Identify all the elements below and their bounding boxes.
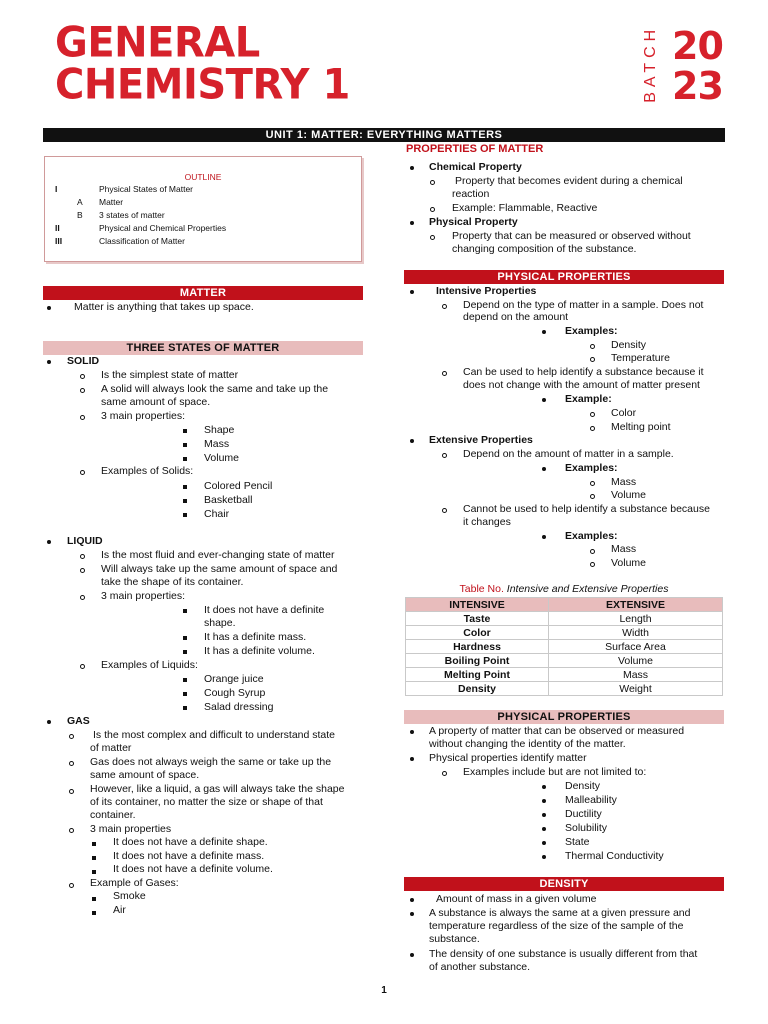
chemical-property-label: Chemical Property bbox=[429, 161, 522, 173]
bullet-square bbox=[183, 650, 187, 654]
bullet-dot bbox=[410, 730, 414, 734]
extensive-example: Mass bbox=[611, 476, 637, 488]
table-row bbox=[406, 626, 723, 640]
table-cell: Hardness bbox=[406, 640, 549, 654]
bullet-dot bbox=[410, 290, 414, 294]
bullet-square bbox=[183, 636, 187, 640]
bullet-circle bbox=[442, 371, 447, 376]
gas-point-cont: container. bbox=[90, 809, 136, 821]
table-row bbox=[406, 654, 723, 668]
bullet-square bbox=[183, 485, 187, 489]
intensive-example: Color bbox=[611, 407, 637, 419]
page-number: 1 bbox=[381, 985, 387, 996]
bullet-dot bbox=[542, 855, 546, 859]
physical-properties-cont: without changing the identity of the matter. bbox=[429, 738, 626, 750]
table-caption bbox=[405, 583, 723, 597]
document-title bbox=[55, 18, 350, 110]
bullet-circle bbox=[69, 789, 74, 794]
liquid-property: It does not have a definite bbox=[204, 604, 325, 616]
physical-property-example: Malleability bbox=[565, 794, 617, 806]
bullet-dot bbox=[410, 912, 414, 916]
gas-point: Is the most complex and difficult to understand state bbox=[93, 729, 336, 741]
liquid-point: Examples of Liquids: bbox=[101, 659, 198, 671]
bullet-square bbox=[183, 692, 187, 696]
physical-properties-point: Physical properties identify matter bbox=[429, 752, 587, 764]
bullet-circle bbox=[80, 554, 85, 559]
bullet-dot bbox=[47, 306, 51, 310]
table-cell: Weight bbox=[549, 682, 723, 696]
bullet-dot bbox=[542, 398, 546, 402]
gas-example: Air bbox=[113, 904, 126, 916]
bullet-circle bbox=[80, 568, 85, 573]
bullet-dot bbox=[410, 221, 414, 225]
physical-property-label: Physical Property bbox=[429, 216, 518, 228]
bullet-circle bbox=[590, 562, 595, 567]
outline-list bbox=[55, 183, 226, 248]
table-row bbox=[406, 668, 723, 682]
liquid-point-cont: take the shape of its container. bbox=[101, 576, 244, 588]
density-heading: DENSITY bbox=[404, 877, 724, 891]
gas-property: It does not have a definite shape. bbox=[113, 836, 268, 848]
bullet-circle bbox=[69, 734, 74, 739]
bullet-square bbox=[183, 499, 187, 503]
physical-property-example: Solubility bbox=[565, 822, 608, 834]
intensive-point-cont: depend on the amount bbox=[463, 311, 569, 323]
bullet-circle bbox=[80, 595, 85, 600]
outline-title: OUTLINE bbox=[184, 172, 222, 182]
bullet-dot bbox=[410, 953, 414, 957]
solid-example: Chair bbox=[204, 508, 230, 520]
bullet-dot bbox=[542, 813, 546, 817]
matter-heading: MATTER bbox=[43, 286, 363, 300]
chemical-property-example: Example: Flammable, Reactive bbox=[452, 202, 598, 214]
bullet-circle bbox=[590, 344, 595, 349]
title-line-2: CHEMISTRY 1 bbox=[55, 60, 350, 110]
outline-item: II Physical and Chemical Properties bbox=[55, 223, 227, 233]
bullet-circle bbox=[69, 828, 74, 833]
properties-table bbox=[405, 597, 723, 696]
gas-label: GAS bbox=[67, 715, 90, 727]
bullet-dot bbox=[542, 785, 546, 789]
bullet-circle bbox=[69, 883, 74, 888]
bullet-square bbox=[183, 443, 187, 447]
bullet-dot bbox=[542, 799, 546, 803]
solid-example: Basketball bbox=[204, 494, 253, 506]
bullet-square bbox=[183, 706, 187, 710]
extensive-example: Mass bbox=[611, 543, 637, 555]
gas-point: Gas does not always weigh the same or take up the bbox=[90, 756, 332, 768]
gas-property: It does not have a definite mass. bbox=[113, 850, 265, 862]
three-states-heading: THREE STATES OF MATTER bbox=[43, 341, 363, 355]
intensive-point: Can be used to help identify a substance because it bbox=[463, 366, 704, 378]
intensive-point-cont: does not change with the amount of matter present bbox=[463, 379, 700, 391]
bullet-dot bbox=[410, 166, 414, 170]
table-cell: Color bbox=[406, 626, 549, 640]
table-row bbox=[406, 612, 723, 626]
liquid-point: Is the most fluid and ever-changing state of matter bbox=[101, 549, 335, 561]
physical-properties-subpoint: Examples include but are not limited to: bbox=[463, 766, 647, 778]
table-header-row bbox=[406, 598, 723, 612]
solid-property: Mass bbox=[204, 438, 230, 450]
bullet-square bbox=[183, 609, 187, 613]
table-header-extensive: EXTENSIVE bbox=[549, 598, 723, 612]
physical-property-point: Property that can be measured or observed without bbox=[452, 230, 691, 242]
gas-point: However, like a liquid, a gas will always take the shape bbox=[90, 783, 345, 795]
bullet-circle bbox=[430, 207, 435, 212]
gas-point: Example of Gases: bbox=[90, 877, 179, 889]
outline-item: B 3 states of matter bbox=[77, 210, 165, 220]
table-cell: Width bbox=[549, 626, 723, 640]
example-label: Example: bbox=[565, 393, 612, 405]
examples-label: Examples: bbox=[565, 530, 618, 542]
liquid-example: Salad dressing bbox=[204, 701, 274, 713]
physical-property-example: Thermal Conductivity bbox=[565, 850, 664, 862]
density-point-cont: substance. bbox=[429, 933, 480, 945]
solid-property: Volume bbox=[204, 452, 240, 464]
bullet-dot bbox=[410, 439, 414, 443]
table-header-intensive: INTENSIVE bbox=[406, 598, 549, 612]
bullet-dot bbox=[47, 360, 51, 364]
intensive-example: Density bbox=[611, 339, 647, 351]
physical-properties-heading-2: PHYSICAL PROPERTIES bbox=[404, 710, 724, 724]
solid-label: SOLID bbox=[67, 355, 100, 367]
physical-property-example: State bbox=[565, 836, 590, 848]
examples-label: Examples: bbox=[565, 325, 618, 337]
chemical-property-cont: reaction bbox=[452, 188, 490, 200]
bullet-circle bbox=[80, 388, 85, 393]
bullet-circle bbox=[590, 426, 595, 431]
bullet-circle bbox=[590, 494, 595, 499]
table-row bbox=[406, 682, 723, 696]
solid-point: 3 main properties: bbox=[101, 410, 186, 422]
table-cell: Length bbox=[549, 612, 723, 626]
bullet-square bbox=[92, 911, 96, 915]
liquid-point: Will always take up the same amount of space and bbox=[101, 563, 338, 575]
bullet-dot bbox=[542, 841, 546, 845]
intensive-example: Temperature bbox=[611, 352, 670, 364]
physical-property-cont: changing composition of the substance. bbox=[452, 243, 637, 255]
density-point-cont: temperature regardless of the size of the sample of the bbox=[429, 920, 684, 932]
solid-point: A solid will always look the same and take up the bbox=[101, 383, 329, 395]
bullet-dot bbox=[542, 467, 546, 471]
properties-of-matter-heading: PROPERTIES OF MATTER bbox=[406, 143, 544, 155]
liquid-example: Orange juice bbox=[204, 673, 264, 685]
bullet-dot bbox=[542, 535, 546, 539]
solid-property: Shape bbox=[204, 424, 235, 436]
bullet-dot bbox=[542, 827, 546, 831]
bullet-dot bbox=[542, 330, 546, 334]
outline-item: I Physical States of Matter bbox=[55, 184, 194, 194]
intensive-point: Depend on the type of matter in a sample. Does not bbox=[463, 299, 704, 311]
batch-year bbox=[672, 26, 723, 106]
unit-title-bar: UNIT 1: MATTER: EVERYTHING MATTERS bbox=[43, 128, 725, 142]
bullet-square bbox=[183, 457, 187, 461]
density-point: Amount of mass in a given volume bbox=[436, 893, 597, 905]
density-point: A substance is always the same at a given pressure and bbox=[429, 907, 691, 919]
bullet-square bbox=[92, 856, 96, 860]
bullet-circle bbox=[430, 180, 435, 185]
outline-item: III Classification of Matter bbox=[55, 236, 185, 246]
solid-example: Colored Pencil bbox=[204, 480, 273, 492]
bullet-square bbox=[183, 429, 187, 433]
bullet-dot bbox=[410, 757, 414, 761]
bullet-circle bbox=[442, 304, 447, 309]
chemical-property-point: Property that becomes evident during a chemical bbox=[455, 175, 683, 187]
liquid-point: 3 main properties: bbox=[101, 590, 186, 602]
extensive-properties-label: Extensive Properties bbox=[429, 434, 533, 446]
bullet-square bbox=[92, 897, 96, 901]
bullet-circle bbox=[590, 412, 595, 417]
intensive-properties-label: Intensive Properties bbox=[436, 285, 537, 297]
bullet-circle bbox=[442, 453, 447, 458]
gas-point: 3 main properties bbox=[90, 823, 172, 835]
matter-definition: Matter is anything that takes up space. bbox=[74, 301, 254, 313]
liquid-example: Cough Syrup bbox=[204, 687, 266, 699]
extensive-example: Volume bbox=[611, 557, 647, 569]
batch-label: BATCH bbox=[642, 24, 660, 103]
solid-point: Is the simplest state of matter bbox=[101, 369, 239, 381]
bullet-circle bbox=[442, 508, 447, 513]
bullet-square bbox=[92, 842, 96, 846]
gas-example: Smoke bbox=[113, 890, 146, 902]
solid-point: Examples of Solids: bbox=[101, 465, 194, 477]
physical-properties-point: A property of matter that can be observed or measured bbox=[429, 725, 685, 737]
table-caption-text: Intensive and Extensive Properties bbox=[506, 583, 669, 595]
extensive-example: Volume bbox=[611, 489, 647, 501]
gas-point-cont: of its container, no matter the size or shape of that bbox=[90, 796, 323, 808]
intensive-example: Melting point bbox=[611, 421, 671, 433]
bullet-dot bbox=[47, 540, 51, 544]
table-cell: Mass bbox=[549, 668, 723, 682]
bullet-square bbox=[183, 678, 187, 682]
physical-property-example: Ductility bbox=[565, 808, 602, 820]
bullet-circle bbox=[69, 761, 74, 766]
bullet-circle bbox=[80, 415, 85, 420]
year-line-1: 20 bbox=[672, 24, 723, 68]
density-point-cont: of another substance. bbox=[429, 961, 530, 973]
table-cell: Volume bbox=[549, 654, 723, 668]
bullet-circle bbox=[590, 549, 595, 554]
table-cell: Boiling Point bbox=[406, 654, 549, 668]
table-number-label: Table No. bbox=[459, 583, 504, 595]
table-cell: Melting Point bbox=[406, 668, 549, 682]
liquid-label: LIQUID bbox=[67, 535, 103, 547]
bullet-square bbox=[183, 513, 187, 517]
physical-properties-heading: PHYSICAL PROPERTIES bbox=[404, 270, 724, 284]
table-cell: Taste bbox=[406, 612, 549, 626]
solid-point-cont: same amount of space. bbox=[101, 396, 211, 408]
bullet-square bbox=[92, 870, 96, 874]
liquid-property-cont: shape. bbox=[204, 617, 236, 629]
bullet-dot bbox=[47, 720, 51, 724]
bullet-circle bbox=[80, 374, 85, 379]
bullet-dot bbox=[410, 898, 414, 902]
gas-point-cont: same amount of space. bbox=[90, 769, 200, 781]
outline-box bbox=[44, 156, 362, 262]
bullet-circle bbox=[442, 771, 447, 776]
density-point: The density of one substance is usually different from that bbox=[429, 948, 698, 960]
examples-label: Examples: bbox=[565, 462, 618, 474]
gas-property: It does not have a definite volume. bbox=[113, 863, 273, 875]
bullet-circle bbox=[590, 357, 595, 362]
title-line-1: GENERAL bbox=[55, 18, 260, 68]
table-cell: Density bbox=[406, 682, 549, 696]
extensive-point: Depend on the amount of matter in a sample. bbox=[463, 448, 674, 460]
extensive-point-cont: it changes bbox=[463, 516, 511, 528]
bullet-circle bbox=[590, 481, 595, 486]
liquid-property: It has a definite mass. bbox=[204, 631, 307, 643]
bullet-circle bbox=[430, 235, 435, 240]
year-line-2: 23 bbox=[672, 64, 723, 108]
outline-item: A Matter bbox=[77, 197, 124, 207]
bullet-circle bbox=[80, 470, 85, 475]
liquid-property: It has a definite volume. bbox=[204, 645, 315, 657]
bullet-circle bbox=[80, 664, 85, 669]
gas-point-cont: of matter bbox=[90, 742, 132, 754]
table-row bbox=[406, 640, 723, 654]
extensive-point: Cannot be used to help identify a substance because bbox=[463, 503, 710, 515]
physical-property-example: Density bbox=[565, 780, 601, 792]
table-cell: Surface Area bbox=[549, 640, 723, 654]
